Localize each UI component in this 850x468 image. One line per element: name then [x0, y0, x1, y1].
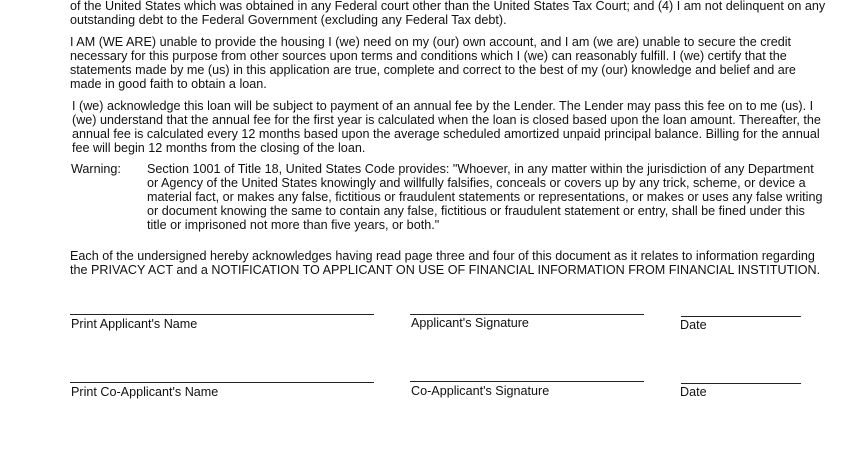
- coapplicant-signature-label: Co-Applicant's Signature: [411, 384, 550, 398]
- coapplicant-signature-line[interactable]: [410, 381, 644, 382]
- applicant-signature-label: Applicant's Signature: [411, 316, 529, 330]
- applicant-date-line[interactable]: [681, 316, 801, 317]
- coapplicant-name-label: Print Co-Applicant's Name: [71, 385, 219, 399]
- privacy-act-acknowledgement: Each of the undersigned hereby acknowledges having read page three and four of this document as it relates to information regarding the PRIVACY ACT and a NOTIFICATION TO APPLICANT ON USE OF FINANCIAL INFORMATION FROM FINANCIAL INSTITUTION.: [70, 249, 821, 277]
- applicant-date-label: Date: [680, 318, 707, 332]
- applicant-signature-line[interactable]: [410, 314, 644, 315]
- applicant-name-line[interactable]: [70, 314, 374, 315]
- coapplicant-date-label: Date: [680, 385, 707, 399]
- housing-credit-statement: I AM (WE ARE) unable to provide the housing I (we) need on my (our) own account, and I am (we are) unable to secure the credit necessary for this purpose from other sources upon terms and conditions which I (we) can reasonably fulfill. I (we) certify that the statements made by me (us) in this application are true, complete and correct to the best of my (our) knowledge and belief and are made in good faith to obtain a loan.: [70, 35, 796, 91]
- certification-paragraph-continued: of the United States which was obtained in any Federal court other than the United States Tax Court; and (4) I am not delinquent on any outstanding debt to the Federal Government (excluding any Federal Tax debt).: [70, 0, 826, 27]
- warning-text: Section 1001 of Title 18, United States Code provides: "Whoever, in any matter within the jurisdiction of any Department or Agency of the United States knowingly and willfully falsifies, conceals or covers up by any trick, scheme, or device a material fact, or makes any false, fictitious or fraudulent statements or representations, or makes or uses any false writing or document knowing the same to contain any false, fictitious or fraudulent statement or entry, shall be fined under this title or imprisoned not more than five years, or both.": [147, 162, 823, 232]
- coapplicant-date-line[interactable]: [681, 383, 801, 384]
- annual-fee-acknowledgement: I (we) acknowledge this loan will be subject to payment of an annual fee by the Lender. The Lender may pass this fee on to me (us). I (we) understand that the annual fee for the first year is calculated when the loan is closed based upon the loan amount. Thereafter, the annual fee is calculated every 12 months based upon the average scheduled amortized unpaid principal balance. Billing for the annual fee will begin 12 months from the closing of the loan.: [72, 99, 821, 155]
- applicant-name-label: Print Applicant's Name: [71, 317, 198, 331]
- warning-label: Warning:: [71, 162, 121, 176]
- coapplicant-name-line[interactable]: [70, 382, 374, 383]
